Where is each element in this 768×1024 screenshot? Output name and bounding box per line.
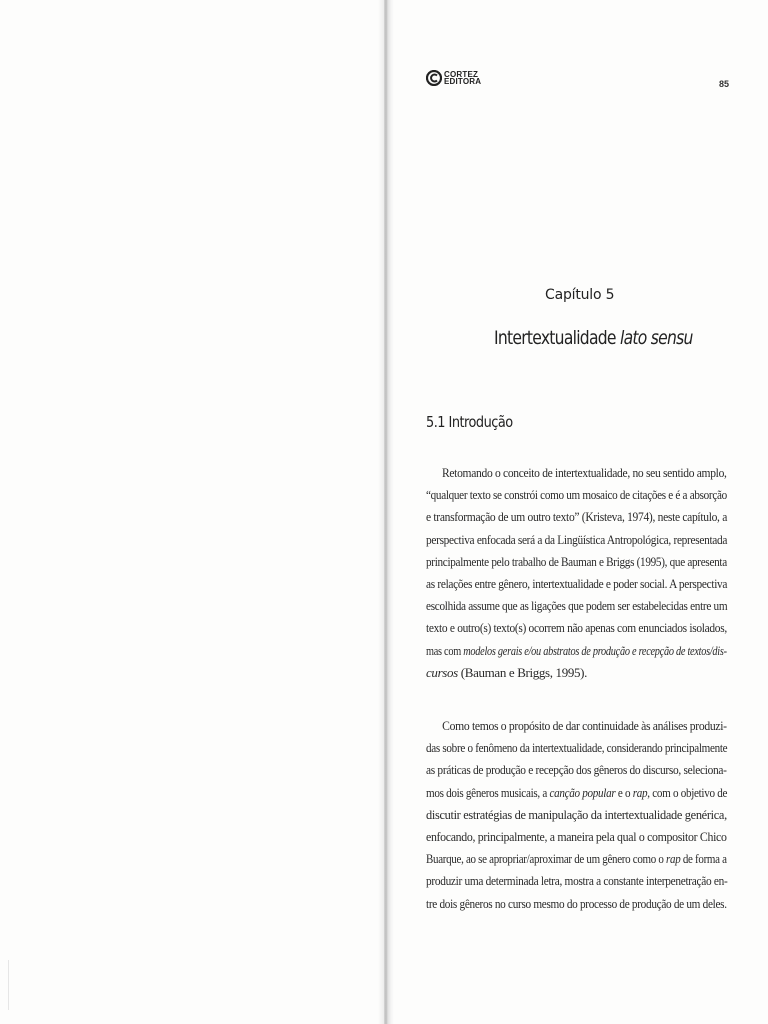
section-heading: 5.1 Introdução	[426, 413, 513, 431]
text-line: as relações entre gênero, intertextualidade e poder social. A perspectiva	[426, 575, 728, 591]
text-line: Retomando o conceito de intertextualidade, no seu sentido amplo,	[441, 465, 727, 480]
text-fragment: mas com	[426, 642, 461, 658]
text-line: escolhida assume que as ligações que podem ser estabelecidas entre um	[426, 598, 728, 614]
text-line: produzir uma determinada letra, mostra a constante interpenetração en-	[426, 873, 728, 889]
text-fragment: de forma a	[682, 851, 727, 867]
publisher-emblem-icon	[426, 70, 442, 86]
text-line	[426, 782, 728, 804]
page-number: 85	[719, 79, 730, 89]
scan-artifact	[8, 960, 9, 1010]
text-fragment: , com o objetivo de	[647, 784, 728, 800]
chapter-label: Capítulo 5	[545, 287, 615, 303]
paragraph-2	[426, 715, 727, 915]
text-line: e transformação de um outro texto” (Kristeva, 1974), neste capítulo, a	[426, 509, 728, 525]
text-fragment: (Bauman e Briggs, 1995).	[460, 664, 588, 680]
italic-fragment: canção popular	[549, 784, 616, 800]
italic-fragment: rap	[666, 851, 681, 867]
text-line: das sobre o fenômeno da intertextualidade, considerando principalmente	[426, 740, 728, 756]
publisher-logo	[426, 70, 481, 86]
text-line: texto e outro(s) texto(s) ocorrem não apenas com enunciados isolados,	[426, 620, 727, 636]
italic-fragment: modelos gerais e/ou abstratos de produção e recepção de textos/dis-	[463, 642, 727, 658]
publisher-name: CORTEZ	[444, 70, 479, 79]
text-fragment: e o	[617, 784, 631, 800]
text-line	[426, 848, 727, 870]
chapter-title	[494, 327, 693, 349]
text-line: tre dois gêneros no curso mesmo do processo de produção de um deles.	[426, 895, 727, 911]
text-line: “qualquer texto se constrói como um mosaico de citações e é a absorção	[426, 487, 727, 503]
chapter-title-main: Intertextualidade	[494, 327, 616, 349]
text-fragment: mos dois gêneros musicais, a	[426, 784, 547, 800]
text-line: Como temos o propósito de dar continuidade às análises produzi-	[442, 718, 727, 733]
text-line: as práticas de produção e recepção dos gêneros do discurso, seleciona-	[426, 762, 727, 778]
text-fragment: Buarque, ao se apropriar/aproximar de um gênero como o	[426, 851, 664, 867]
chapter-title-italic: lato sensu	[619, 327, 693, 349]
text-line: principalmente pelo trabalho de Bauman e Briggs (1995), que apresenta	[426, 553, 727, 569]
text-line	[426, 662, 727, 684]
text-line: discutir estratégias de manipulação da intertextualidade genérica,	[426, 806, 727, 822]
text-line: perspectiva enfocada será a da Lingüística Antropológica, representada	[426, 531, 728, 547]
italic-fragment: cursos	[426, 664, 458, 680]
italic-fragment: rap	[632, 784, 648, 800]
paragraph-1	[426, 462, 727, 684]
text-line: enfocando, principalmente, a maneira pela qual o compositor Chico	[426, 828, 727, 844]
book-spine	[384, 0, 394, 1024]
text-line	[426, 640, 727, 662]
publisher-subname: EDITORA	[444, 77, 482, 86]
